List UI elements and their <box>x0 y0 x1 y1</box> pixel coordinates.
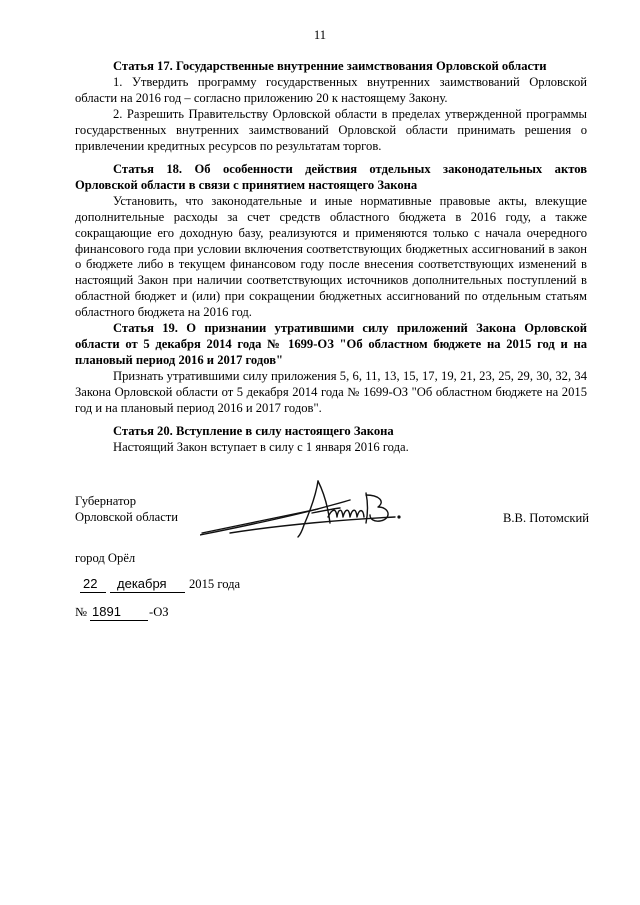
date-month: декабря <box>117 576 167 591</box>
article-paragraph: Признать утратившими силу приложения 5, 6, 11, 13, 15, 17, 19, 21, 23, 25, 29, 30, 32, 34 Закона Орловской области от 5 декабря 2014 года № 1699-ОЗ "Об областном бюджете на 2015 год и на плановый период 2016 и 2017 годов". <box>75 368 587 415</box>
page-number: 11 <box>313 28 327 42</box>
article-heading: Статья 18. Об особенности действия отдельных законодательных актов Орловской области в связи с принятием настоящего Закона <box>75 162 587 192</box>
law-number <box>75 604 315 622</box>
signing-date <box>75 576 315 594</box>
law-number-suffix: -ОЗ <box>149 605 169 619</box>
article-heading: Статья 17. Государственные внутренние заимствования Орловской области <box>113 59 547 73</box>
article-19 <box>75 321 587 416</box>
article-20 <box>75 424 587 456</box>
signatory-title-line: Орловской области <box>75 509 179 524</box>
article-paragraph: 2. Разрешить Правительству Орловской области в пределах утвержденной программы государственных внутренних заимствований Орловской области принимать решения о привлечении кредитных ресурсов по результатам торгов. <box>75 106 587 153</box>
article-17 <box>75 59 587 154</box>
date-day: 22 <box>83 576 98 591</box>
article-18 <box>75 162 587 321</box>
city-name: город Орёл <box>75 551 136 565</box>
handwritten-signature <box>200 473 410 543</box>
signatory-name: В.В. Потомский <box>503 511 590 525</box>
signatory-title-line: Губернатор <box>75 494 136 508</box>
article-paragraph: Установить, что законодательные и иные нормативные правовые акты, влекущие дополнительные расходы за счет средств областного бюджета в 2016 году, а также сокращающие его доходную базу, реализуются и применяются только с начала очередного финансового года при условии включения соответствующих бюджетных ассигнований в закон о бюджете либо в текущем финансовом году после внесения соответствующих изменений в настоящий Закон при наличии соответствующих источников дополнительных поступлений в областной бюджет и (или) при сокращении бюджетных ассигнований по отдельным статьям областного бюджета на 2016 год. <box>75 193 587 320</box>
date-year: 2015 года <box>189 577 241 591</box>
article-heading: Статья 19. О признании утратившими силу приложений Закона Орловской области от 5 декабря 2014 года № 1699-ОЗ "Об областном бюджете на 2015 год и на плановый период 2016 и 2017 годов" <box>75 321 587 367</box>
law-number-value: 1891 <box>92 604 121 619</box>
law-number-prefix: № <box>75 605 88 619</box>
article-paragraph: Настоящий Закон вступает в силу с 1 января 2016 года. <box>113 439 409 454</box>
article-paragraph: 1. Утвердить программу государственных внутренних заимствований Орловской области на 2016 год – согласно приложению 20 к настоящему Закону. <box>75 74 587 105</box>
signatory-title <box>75 494 178 526</box>
article-heading: Статья 20. Вступление в силу настоящего Закона <box>113 424 394 438</box>
